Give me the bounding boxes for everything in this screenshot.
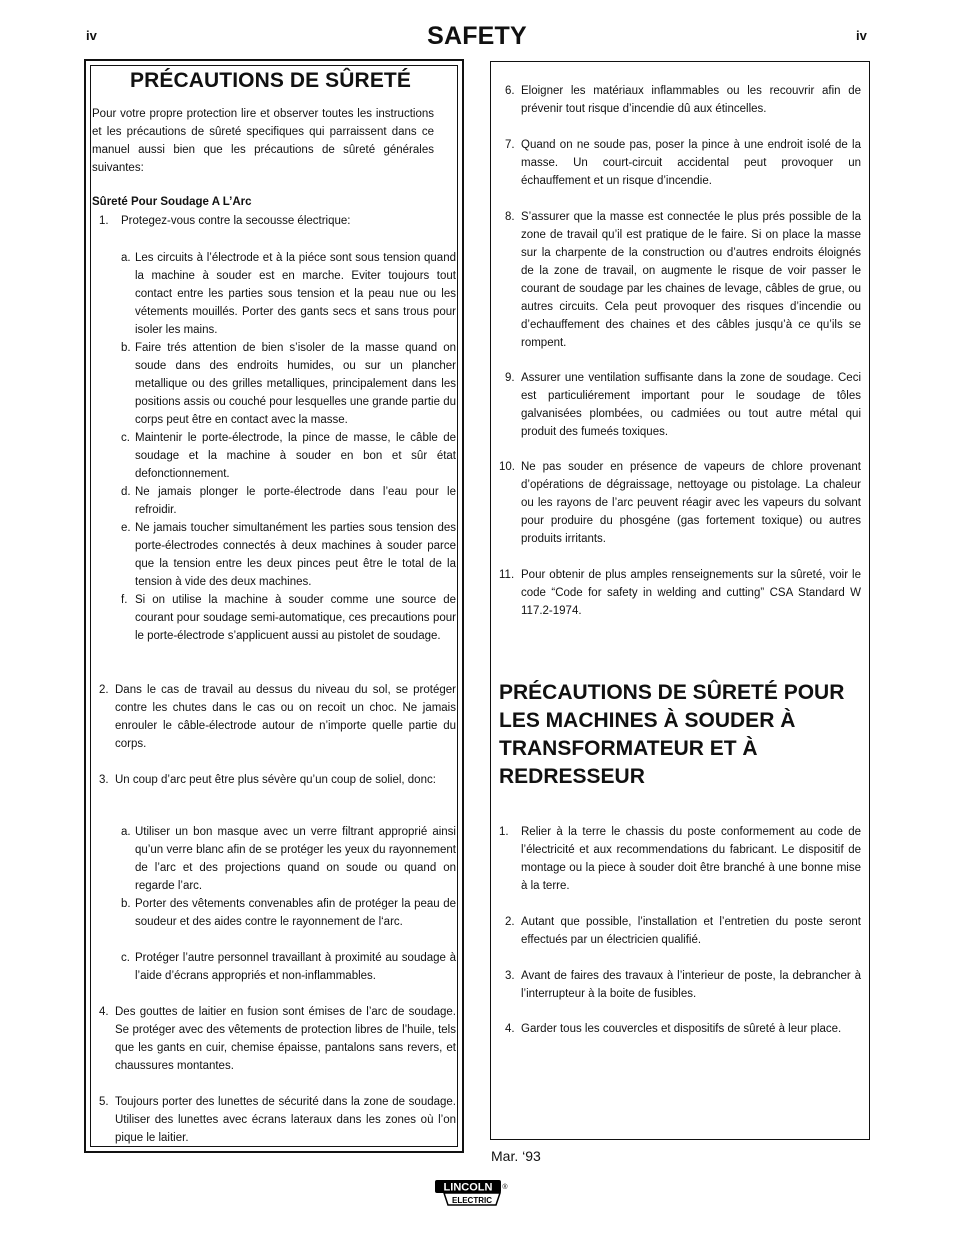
- item-text: Protéger l’autre personnel travaillant à proximité au soudage à l’aide d’écrans appropriés et non-inflammables.: [135, 952, 456, 982]
- left-item-1d: [121, 483, 456, 519]
- lincoln-electric-logo-icon: [434, 1179, 510, 1207]
- item-text: Un coup d’arc peut être plus sévère qu’un coup de soliel, donc:: [115, 774, 436, 786]
- left-item-3b: [121, 895, 456, 931]
- item-number: 1.: [499, 826, 509, 838]
- item-letter: c.: [121, 952, 130, 964]
- left-item-3c: [121, 949, 456, 985]
- item-text: Relier à la terre le chassis du poste conformement au code de l’électricité et aux recommendations du fabricant. Le dispositif de montage ou la piece à souder doit être branché à une bonne mise à la terre.: [521, 826, 861, 892]
- item-letter: a.: [121, 252, 131, 264]
- left-safety-box: [84, 59, 464, 1153]
- item-text: S’assurer que la masse est connectée le plus prés possible de la zone de travail qu’il est pratique de le faire. Si on place la masse sur la charpente de la construction ou d’autres endroits éloignés de la zone de travail, on augmente le risque de voir passer le courant de soudage par les chaines de levage, câbles de grue, ou autres circuits. Cela peut provoquer des risques d’incendie ou d’echauffement des chaines et des câbles jusqu’à ce qu’ils se rompent.: [521, 211, 861, 349]
- item-number: 2.: [505, 916, 515, 928]
- item-letter: b.: [121, 898, 131, 910]
- item-number: 6.: [505, 85, 515, 97]
- left-item-2: [99, 681, 456, 753]
- page-number-left: iv: [86, 28, 97, 43]
- item-text: Avant de faires des travaux à l’interieur de poste, la debrancher à l’interrupteur à la boite de fusibles.: [521, 970, 861, 1000]
- left-item-1c: [121, 429, 456, 483]
- left-heading: PRÉCAUTIONS DE SÛRETÉ: [130, 69, 411, 92]
- logo-text-top: LINCOLN: [443, 1181, 493, 1194]
- right-item-7: [505, 136, 861, 190]
- left-item-1e: [121, 519, 456, 591]
- item-text: Maintenir le porte-électrode, la pince de masse, le câble de soudage et la machine à souder en bon et sûr état defonctionnement.: [135, 432, 456, 480]
- right-item-8: [505, 208, 861, 352]
- intro-paragraph: Pour votre propre protection lire et observer toutes les instructions et les précautions de sûreté specifiques qui parraissent dans ce manuel aussi bien que les précautions de sûreté générales suivantes:: [92, 108, 434, 174]
- left-item-1b: [121, 339, 456, 429]
- item-number: 4.: [505, 1023, 515, 1035]
- right-item-6: [505, 82, 861, 118]
- left-item-1a: [121, 249, 456, 339]
- item-number: 4.: [99, 1006, 109, 1018]
- item-text: Protegez-vous contre la secousse électrique:: [121, 215, 351, 227]
- item-number: 8.: [505, 211, 515, 223]
- left-item-5: [99, 1093, 456, 1147]
- item-text: Ne jamais toucher simultanément les parties sous tension des porte-électrodes connectés à deux machines à souder parce que la tension entre les deux pinces peut être le total de la tension à vide des deux machines.: [135, 522, 456, 588]
- item-number: 7.: [505, 139, 515, 151]
- right-item-10: [499, 458, 861, 548]
- item-text: Ne pas souder en présence de vapeurs de chlore provenant d’opérations de dégraissage, nettoyage ou pistolage. La chaleur ou les rayons de l’arc peuvent réagir avec les vapeurs du solvant pour produire du phosgéne (gas fortement toxique) ou autres produits irritants.: [521, 461, 861, 545]
- item-text: Toujours porter des lunettes de sécurité dans la zone de soudage. Utiliser des lunettes avec écrans lateraux dans les zones où l’on pique le laitier.: [115, 1096, 456, 1144]
- right-safety-box: [490, 61, 870, 1140]
- item-letter: a.: [121, 826, 131, 838]
- right2-item-2: [505, 913, 861, 949]
- item-number: 9.: [505, 372, 515, 384]
- item-letter: f.: [121, 594, 128, 606]
- revision-date: Mar. ‘93: [491, 1148, 541, 1164]
- item-number: 3.: [99, 774, 109, 786]
- item-text: Des gouttes de laitier en fusion sont émises de l’arc de soudage. Se protéger avec des vêtements de protection libres de l’huile, tels que les gants en cuir, chemise épaisse, pantalons sans revers, et chaussures montantes.: [115, 1006, 456, 1072]
- item-letter: d.: [121, 486, 131, 498]
- page-number-right: iv: [856, 28, 867, 43]
- right-item-11: [499, 566, 861, 620]
- item-number: 10.: [499, 461, 515, 473]
- page-title: SAFETY: [427, 22, 527, 50]
- item-text: Assurer une ventilation suffisante dans la zone de soudage. Ceci est particuliérement important pour le soudage de tôles galvanisées plombées, ou cadmiées ou tout autre métal qui produit des fumeés toxiques.: [521, 372, 861, 438]
- right2-item-1: [499, 823, 861, 895]
- item-text: Eloigner les matériaux inflammables ou les recouvrir afin de prévenir tout risque d’incendie dû aux étincelles.: [521, 85, 861, 115]
- item-text: Ne jamais plonger le porte-électrode dans l’eau pour le refroidir.: [135, 486, 456, 516]
- logo-text-bottom: ELECTRIC: [452, 1196, 492, 1205]
- item-text: Faire trés attention de bien s’isoler de la masse quand on soude dans des endroits humides, ou sur un plancher metallique ou des grilles metalliques, principalement dans les positions assis ou couché pour lesquelles une grande partie du corps peut être en contact avec la masse.: [135, 342, 456, 426]
- left-item-1f: [121, 591, 456, 645]
- item-text: Dans le cas de travail au dessus du niveau du sol, se protéger contre les chutes dans le cas ou on recoit un choc. Ne jamais enrouler le câble-électrode autour de n’importe quelle partie du corps.: [115, 684, 456, 750]
- left-item-1: [99, 212, 434, 230]
- item-number: 3.: [505, 970, 515, 982]
- item-letter: e.: [121, 522, 131, 534]
- item-number: 1.: [99, 215, 109, 227]
- logo-registered-mark: ®: [502, 1184, 508, 1191]
- item-number: 5.: [99, 1096, 109, 1108]
- left-item-4: [99, 1003, 456, 1075]
- arc-welding-subheading: Sûreté Pour Soudage A L’Arc: [92, 196, 252, 208]
- item-text: Les circuits à l’électrode et à la piéce sont sous tension quand la machine à souder est en marche. Eviter toujours tout contact entre les parties sous tension et la peau nue ou les vétements mouillés. Porter des gants secs et sans trous pour isoler les mains.: [135, 252, 456, 336]
- item-text: Garder tous les couvercles et dispositifs de sûreté à leur place.: [521, 1023, 842, 1035]
- right-item-9: [505, 369, 861, 441]
- right2-item-3: [505, 967, 861, 1003]
- item-text: Autant que possible, l’installation et l’entretien du poste seront effectués par un électricien qualifié.: [521, 916, 861, 946]
- item-letter: b.: [121, 342, 131, 354]
- right2-item-4: [505, 1020, 861, 1038]
- item-text: Utiliser un bon masque avec un verre filtrant approprié ainsi qu’un verre blanc afin de se protéger les yeux du rayonnement de l’arc et des projections quand on soude ou quand on regarde l’arc.: [135, 826, 456, 892]
- right-heading: PRÉCAUTIONS DE SÛRETÉ POUR LES MACHINES À SOUDER À TRANSFORMATEUR ET À REDRESSEUR: [499, 681, 845, 788]
- item-text: Quand on ne soude pas, poser la pince à une endroit isolé de la masse. Un court-circuit accidental peut provoquer un échauffement et un risque d’incendie.: [521, 139, 861, 187]
- item-text: Porter des vêtements convenables afin de protéger la peau de soudeur et des aides contre le rayonnement de l‘arc.: [135, 898, 456, 928]
- left-item-3: [99, 771, 456, 789]
- left-item-3a: [121, 823, 456, 895]
- item-number: 11.: [499, 569, 515, 581]
- item-text: Pour obtenir de plus amples renseignements sur la sûreté, voir le code “Code for safety in welding and cutting” CSA Standard W 117.2-1974.: [521, 569, 861, 617]
- item-text: Si on utilise la machine à souder comme une source de courant pour soudage semi-automatique, ces precautions pour le porte-électrode s’applicuent aussi au pistolet de soudage.: [135, 594, 456, 642]
- item-letter: c.: [121, 432, 130, 444]
- item-number: 2.: [99, 684, 109, 696]
